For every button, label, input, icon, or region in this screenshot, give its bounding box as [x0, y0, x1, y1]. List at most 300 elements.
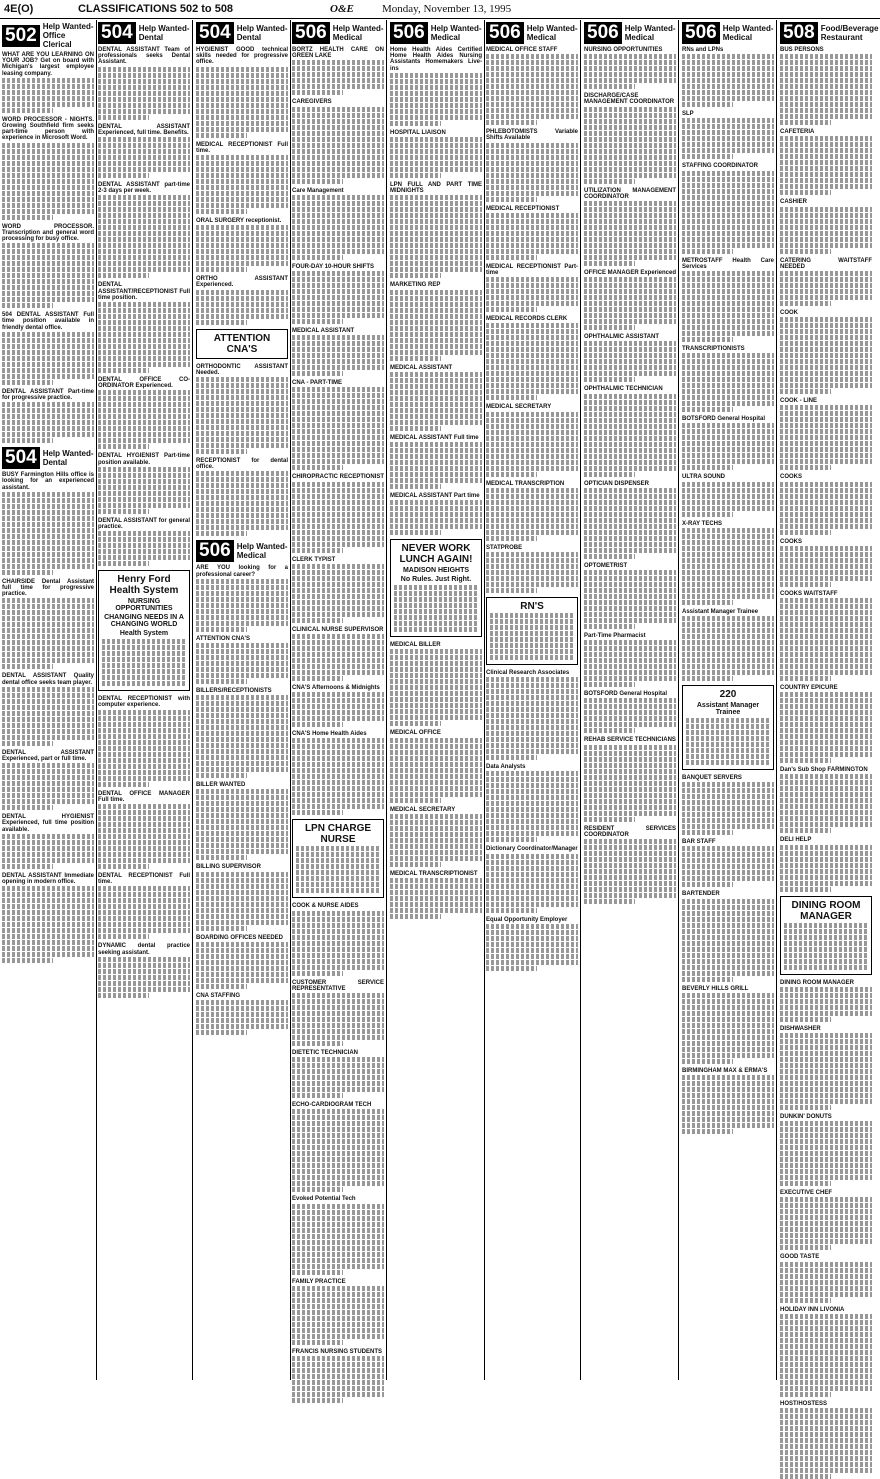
classified-ad — [780, 837, 872, 891]
ad-body-text — [98, 137, 190, 178]
ad-body-text — [682, 118, 774, 159]
classified-ad — [682, 258, 774, 342]
classified-ad — [98, 377, 190, 449]
ad-body-text — [486, 323, 578, 400]
classified-ad — [292, 474, 384, 552]
ad-text: BILLER WANTED — [196, 782, 246, 789]
classified-ad — [780, 539, 872, 587]
ad-text: MEDICAL ASSISTANT Full time — [390, 434, 479, 441]
classified-ad — [780, 1401, 872, 1479]
ad-text: BOARDING OFFICES NEEDED — [196, 934, 284, 941]
classified-ad — [486, 404, 578, 476]
classified-ad — [2, 750, 94, 810]
classified-ad — [584, 826, 676, 904]
ad-text: WORD PROCESSOR. Transcription and general word processing for busy office. — [2, 223, 94, 243]
classified-ad — [196, 782, 288, 860]
display-ad-foot: No Rules. Just Right. — [400, 576, 472, 584]
ad-text: Data Analysts — [486, 764, 526, 771]
column-rule — [580, 20, 581, 1380]
ad-body-text — [390, 290, 482, 361]
ad-text: HOST/HOSTESS — [780, 1400, 828, 1407]
display-ad-title: NEVER WORK LUNCH AGAIN! — [399, 543, 473, 566]
classified-ad — [98, 791, 190, 869]
ad-text: OPTICIAN DISPENSER — [584, 480, 650, 487]
section-number: 504 — [196, 22, 234, 44]
ad-text: WORD PROCESSOR - NIGHTS. Growing Southfield firm seeks part-time person with experience in Microsoft Word. — [2, 116, 94, 142]
section-title: Help Wanted-Dental — [236, 24, 288, 42]
display-ad-title: DINING ROOM MANAGER — [791, 899, 861, 922]
ad-body-text — [780, 598, 872, 681]
classified-ad — [682, 891, 774, 981]
issue-date: Monday, November 13, 1995 — [382, 3, 512, 15]
ad-body-text — [292, 911, 384, 976]
column-6 — [486, 20, 578, 1380]
classified-ad — [390, 435, 482, 489]
ad-body-text — [584, 488, 676, 559]
ad-text: ARE YOU looking for a professional career? — [196, 565, 288, 578]
ad-body-text — [292, 107, 384, 184]
ad-body-text — [486, 771, 578, 842]
ad-body-text — [486, 213, 578, 260]
ad-text: WHAT ARE YOU LEARNING ON YOUR JOB? Get on board with Michigan's largest employee leasing company. — [2, 52, 94, 77]
section-heading — [196, 540, 288, 562]
classified-ad — [98, 47, 190, 120]
classified-ad — [98, 124, 190, 178]
classified-ad — [682, 111, 774, 159]
classified-ad — [196, 688, 288, 778]
classified-ad — [98, 943, 190, 997]
ad-text: COOK - LINE — [780, 398, 817, 405]
classified-ad — [98, 453, 190, 513]
classified-ad — [390, 730, 482, 802]
section-number: 506 — [390, 22, 428, 44]
ad-body-text — [2, 492, 94, 575]
column-rule — [386, 20, 387, 1380]
ad-text: DENTAL ASSISTANT Quality dental office seeks team player. — [2, 673, 94, 686]
ad-body-text — [780, 774, 872, 833]
ad-body-text — [2, 763, 94, 810]
ad-body-text — [98, 67, 190, 120]
page-header — [0, 0, 880, 19]
classified-ad — [196, 993, 288, 1035]
classified-ad — [2, 312, 94, 385]
column-rule — [290, 20, 291, 1380]
ad-text: DENTAL ASSISTANT part-time 2-3 days per week. — [98, 182, 190, 195]
classified-ad — [780, 1307, 872, 1397]
ad-body-text — [196, 872, 288, 931]
display-ad-box — [98, 570, 190, 691]
ad-text: DIETETIC TECHNICIAN — [292, 1050, 358, 1057]
ad-body-text — [780, 1197, 872, 1250]
ad-body-text — [584, 839, 676, 904]
ad-text: Home Health Aides Certified Home Health Aides Nursing Assistants Homemakers Live-ins — [390, 47, 482, 72]
ad-text: CLINICAL NURSE SUPERVISOR — [292, 626, 384, 633]
ad-body-text — [390, 649, 482, 726]
section-heading — [2, 22, 94, 49]
ad-body-text — [584, 277, 676, 330]
ad-body-text — [486, 854, 578, 913]
ad-body-text — [780, 1033, 872, 1110]
display-ad-sub: NURSING OPPORTUNITIES — [115, 598, 173, 613]
section-heading — [2, 447, 94, 469]
section-title: Help Wanted-Medical — [526, 24, 578, 42]
ad-text: MEDICAL OFFICE STAFF — [486, 47, 558, 53]
classified-ad — [292, 1349, 384, 1403]
ad-body-text — [682, 528, 774, 605]
ad-text: DENTAL ASSISTANT/RECEPTIONIST Full time position. — [98, 282, 190, 301]
column-rule — [96, 20, 97, 1380]
classified-ad — [584, 188, 676, 266]
ad-body-text — [98, 886, 190, 939]
ad-body-text — [584, 107, 676, 184]
ad-text: ULTRA SOUND — [682, 474, 725, 481]
section-heading — [98, 22, 190, 44]
ad-text: HOSPITAL LIAISON — [390, 129, 446, 136]
classified-ad — [292, 188, 384, 260]
classified-ad — [390, 282, 482, 360]
ad-text: COOK — [780, 310, 798, 317]
section-title: Help Wanted-Medical — [722, 24, 774, 42]
ad-text: DENTAL ASSISTANT Experienced, full time. Benefits. — [98, 123, 190, 136]
column-7 — [584, 20, 676, 1380]
classified-ad — [292, 627, 384, 681]
ad-text: 504 DENTAL ASSISTANT Full time position available in friendly dental office. — [2, 312, 94, 331]
column-2 — [98, 20, 190, 1380]
classified-ad — [2, 472, 94, 575]
ad-body-text — [196, 155, 288, 214]
section-number: 508 — [780, 22, 818, 44]
classified-ad — [2, 52, 94, 113]
ad-body-text — [780, 54, 872, 125]
ad-text: MEDICAL BILLER — [390, 642, 441, 649]
ad-body-text — [98, 710, 190, 787]
ad-body-text — [2, 598, 94, 669]
display-ad-title: Henry Ford Health System — [109, 574, 179, 597]
section-number: 506 — [682, 22, 720, 44]
classified-ad — [584, 386, 676, 476]
paper-name: O&E — [330, 3, 354, 15]
ad-body-text — [780, 207, 872, 254]
classified-ad — [2, 673, 94, 745]
classified-ad — [486, 670, 578, 760]
ad-body-text — [682, 782, 774, 835]
ad-text: X-RAY TECHS — [682, 520, 723, 527]
ad-body-text — [780, 1314, 872, 1397]
ad-body-text — [486, 924, 578, 971]
classified-ad — [2, 814, 94, 869]
classified-ad — [98, 873, 190, 939]
classified-ad — [682, 775, 774, 835]
section-number: 506 — [584, 22, 622, 44]
ad-body-text — [682, 616, 774, 681]
ad-body-text — [98, 390, 190, 449]
classified-ad — [292, 380, 384, 470]
ad-text: ORTHO ASSISTANT Experienced. — [196, 276, 288, 289]
ad-body-text — [98, 302, 190, 373]
ad-text: CAFETERIA — [780, 129, 815, 136]
ad-text: EXECUTIVE CHEF — [780, 1190, 833, 1197]
classified-ad — [584, 691, 676, 733]
column-rule — [776, 20, 777, 1380]
classified-ad — [292, 264, 384, 324]
ad-body-text — [780, 546, 872, 587]
classified-ad — [780, 1114, 872, 1186]
classified-ad — [390, 130, 482, 178]
classified-ad — [780, 1026, 872, 1110]
classified-ad — [584, 93, 676, 183]
ad-text: STATPROBE — [486, 544, 523, 551]
ad-body-text — [584, 201, 676, 266]
display-ad-body — [784, 923, 868, 970]
classified-ad — [390, 642, 482, 726]
classified-ad — [2, 224, 94, 309]
display-ad-box — [682, 685, 774, 770]
display-ad-body — [102, 639, 186, 686]
ad-text: BIRMINGHAM MAX & ERMA'S — [682, 1067, 768, 1074]
ad-text: BUSY Farmington Hills office is looking for an experienced assistant. — [2, 472, 94, 491]
ad-body-text — [390, 442, 482, 489]
display-ad-body — [490, 613, 574, 660]
classified-ad — [98, 696, 190, 786]
classified-ad — [584, 334, 676, 382]
ad-body-text — [196, 225, 288, 272]
classified-ad — [292, 731, 384, 815]
ad-text: BORTZ HEALTH CARE ON GREEN LAKE — [292, 47, 384, 60]
ad-body-text — [584, 54, 676, 89]
section-number: 504 — [98, 22, 136, 44]
classified-ad — [584, 563, 676, 629]
ad-body-text — [780, 692, 872, 763]
ad-body-text — [196, 67, 288, 138]
classified-ad — [292, 1102, 384, 1192]
ad-body-text — [584, 341, 676, 382]
ad-text: DELI HELP — [780, 837, 812, 844]
classified-ad — [292, 980, 384, 1046]
ad-text: MEDICAL RECEPTIONIST Part-time — [486, 263, 578, 277]
classified-ad — [780, 474, 872, 534]
ad-text: ORAL SURGERY receptionist. — [196, 218, 282, 225]
ad-text: OPHTHALMIC ASSISTANT — [584, 334, 659, 341]
ad-text: DENTAL HYGIENIST Part-time position available. — [98, 453, 190, 466]
classified-ad — [780, 398, 872, 470]
ad-text: DENTAL OFFICE MANAGER Full time. — [98, 790, 190, 803]
classified-ad — [584, 270, 676, 330]
ad-body-text — [390, 73, 482, 126]
classified-ad — [98, 518, 190, 566]
classified-ad — [292, 1196, 384, 1274]
ad-text: MEDICAL ASSISTANT Part time — [390, 493, 480, 500]
classified-ad — [98, 182, 190, 278]
ad-text: HYGIENIST GOOD technical skills needed for progressive office. — [196, 47, 288, 66]
classified-ad — [292, 328, 384, 376]
classified-ad — [780, 767, 872, 833]
ad-text: CASHIER — [780, 199, 808, 206]
display-ad-box — [780, 896, 872, 975]
ad-text: CUSTOMER SERVICE REPRESENTATIVE — [292, 979, 384, 992]
ad-body-text — [196, 695, 288, 778]
classified-ad — [292, 99, 384, 183]
classified-ad — [486, 764, 578, 842]
ad-body-text — [682, 423, 774, 470]
ad-text: RESIDENT SERVICES COORDINATOR — [584, 825, 676, 838]
section-number: 502 — [2, 25, 40, 47]
ad-text: BILLERS/RECEPTIONISTS — [196, 688, 272, 695]
ad-text: OPHTHALMIC TECHNICIAN — [584, 386, 663, 393]
ad-body-text — [780, 845, 872, 892]
column-rule — [678, 20, 679, 1380]
classified-ad — [780, 685, 872, 763]
ad-body-text — [682, 271, 774, 342]
classified-ad — [292, 903, 384, 975]
ad-body-text — [292, 1356, 384, 1403]
ad-body-text — [486, 552, 578, 593]
classified-ad — [682, 163, 774, 253]
classified-ad — [196, 935, 288, 989]
ad-text: STAFFING COORDINATOR — [682, 163, 758, 170]
ad-body-text — [2, 332, 94, 385]
ad-body-text — [196, 579, 288, 632]
ad-text: BAR STAFF — [682, 839, 716, 846]
ad-text: MEDICAL RECORDS CLERK — [486, 316, 568, 323]
display-ad-sub: Assistant Manager Trainee — [696, 702, 760, 717]
ad-body-text — [682, 482, 774, 517]
ad-body-text — [292, 1109, 384, 1192]
ad-body-text — [292, 1204, 384, 1275]
section-heading — [196, 22, 288, 44]
ad-body-text — [2, 687, 94, 746]
ad-body-text — [584, 698, 676, 733]
ad-body-text — [390, 372, 482, 431]
ad-text: RNs and LPNs — [682, 47, 724, 53]
ad-text: REHAB SERVICE TECHNICIANS — [584, 737, 676, 744]
ad-body-text — [682, 846, 774, 887]
ad-text: CNA - PART-TIME — [292, 380, 342, 387]
classified-ad — [390, 365, 482, 431]
classified-ad — [292, 1279, 384, 1345]
column-8 — [682, 20, 774, 1380]
column-rule — [484, 20, 485, 1380]
ad-text: NURSING OPPORTUNITIES — [584, 47, 663, 53]
section-heading — [390, 22, 482, 44]
ad-body-text — [196, 789, 288, 860]
ad-body-text — [584, 745, 676, 822]
ad-text: BUS PERSONS — [780, 47, 824, 53]
ad-body-text — [390, 738, 482, 803]
classified-ad — [292, 1050, 384, 1098]
display-ad-sub: MADISON HEIGHTS — [402, 567, 470, 575]
display-ad-title: LPN CHARGE NURSE — [304, 823, 372, 846]
classified-ad — [2, 579, 94, 670]
classified-ad — [196, 47, 288, 138]
section-number: 506 — [292, 22, 330, 44]
ad-text: OPTOMETRIST — [584, 562, 628, 569]
ad-body-text — [682, 54, 774, 107]
ad-body-text — [390, 814, 482, 867]
ad-text: Care Management — [292, 187, 344, 194]
ad-body-text — [486, 277, 578, 312]
classified-ad — [780, 1190, 872, 1250]
ad-text: ATTENTION CNA'S — [196, 635, 250, 642]
classified-ad — [390, 807, 482, 867]
ad-text: DISCHARGE/CASE MANAGEMENT COORDINATOR — [584, 93, 675, 106]
display-ad-box — [390, 539, 482, 637]
column-4 — [292, 20, 384, 1380]
ad-body-text — [584, 570, 676, 629]
classification-range: CLASSIFICATIONS 502 to 508 — [78, 3, 234, 15]
classified-ad — [780, 129, 872, 195]
classified-ad — [486, 846, 578, 912]
classified-ad — [390, 493, 482, 535]
section-heading — [682, 22, 774, 44]
ad-text: COOK & NURSE AIDES — [292, 903, 359, 910]
ad-body-text — [292, 195, 384, 260]
page-number: 4E(O) — [4, 3, 34, 15]
ad-body-text — [292, 60, 384, 95]
ad-body-text — [196, 471, 288, 536]
ad-body-text — [292, 692, 384, 727]
ad-text: MEDICAL RECEPTIONIST Full time. — [196, 141, 288, 154]
ad-body-text — [780, 987, 872, 1022]
classified-ad — [682, 346, 774, 412]
ad-body-text — [780, 271, 872, 306]
section-heading — [584, 22, 676, 44]
ad-text: TRANSCRIPTIONISTS — [682, 346, 745, 353]
classified-ad — [780, 591, 872, 681]
ad-body-text — [682, 1075, 774, 1134]
section-number: 506 — [486, 22, 524, 44]
ad-body-text — [196, 290, 288, 325]
ad-text: CNA'S Afternoons & Midnights — [292, 685, 380, 692]
ad-body-text — [486, 677, 578, 760]
ad-body-text — [98, 804, 190, 869]
classified-ad — [2, 117, 94, 220]
section-title: Food/Beverage Restaurant — [820, 24, 879, 42]
ad-text: MEDICAL TRANSCRIPTIONIST — [390, 870, 478, 877]
classified-ad — [196, 565, 288, 631]
ad-text: MEDICAL OFFICE — [390, 730, 441, 737]
classified-ad — [780, 47, 872, 125]
ad-text: DENTAL ASSISTANT Experienced, part or full time. — [2, 749, 94, 763]
ad-text: CAREGIVERS — [292, 99, 332, 106]
ad-text: Evoked Potential Tech — [292, 1196, 356, 1203]
classified-ad — [292, 557, 384, 623]
ad-text: CATERING WAITSTAFF NEEDED — [780, 257, 872, 270]
classified-ad — [780, 1254, 872, 1302]
classified-ad — [292, 47, 384, 95]
ad-text: LPN FULL AND PART TIME MIDNIGHTS — [390, 182, 482, 195]
ad-body-text — [2, 143, 94, 220]
ad-text: DENTAL ASSISTANT Immediate opening in modern office. — [2, 872, 94, 886]
classified-ad — [98, 282, 190, 373]
classified-ad — [682, 1068, 774, 1134]
ad-text: BOTSFORD General Hospital — [584, 691, 668, 698]
ad-text: MEDICAL SECRETARY — [486, 404, 552, 411]
ad-body-text — [780, 317, 872, 394]
display-ad-box — [486, 597, 578, 665]
ad-text: RECEPTIONIST for dental office. — [196, 458, 288, 471]
ad-text: DENTAL ASSISTANT Team of professionals seeks Dental Assistant. — [98, 47, 190, 66]
classified-ad — [486, 129, 578, 201]
ad-body-text — [780, 1121, 872, 1186]
ad-text: BOTSFORD General Hospital — [682, 416, 766, 423]
classified-ad — [682, 474, 774, 516]
classified-ad — [196, 142, 288, 214]
classified-ad — [584, 47, 676, 89]
ad-text: FRANCIS NURSING STUDENTS — [292, 1348, 383, 1355]
classified-ad — [584, 737, 676, 821]
ad-text: DYNAMIC dental practice seeking assistant. — [98, 943, 190, 956]
classified-ad — [584, 633, 676, 687]
